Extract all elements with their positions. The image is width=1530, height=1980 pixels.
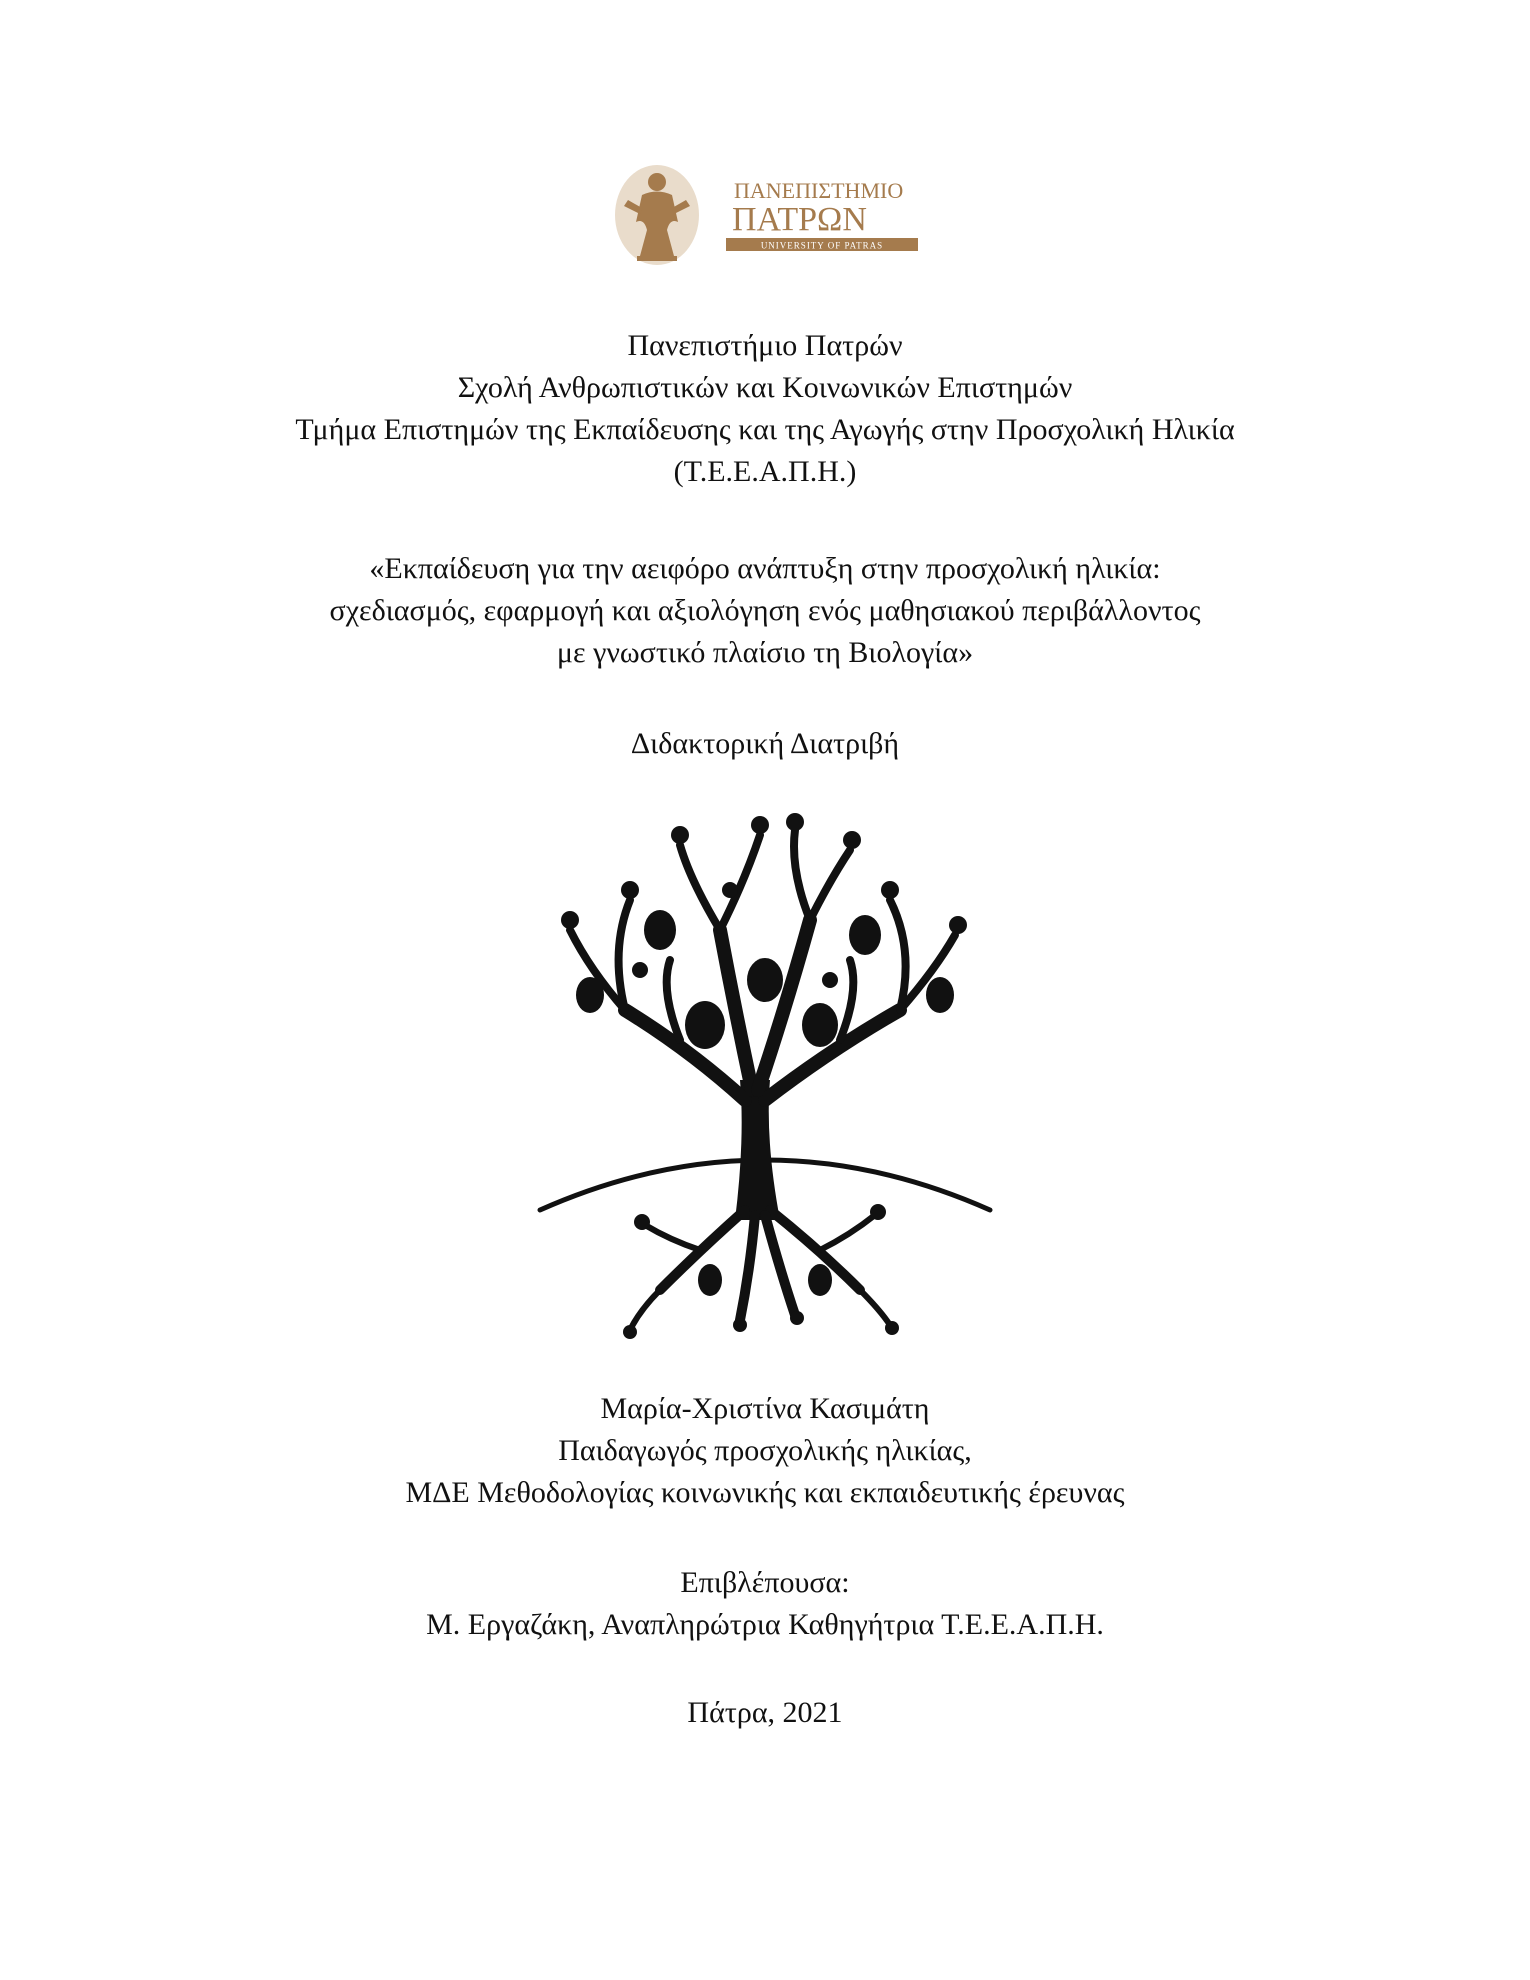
- tree-of-people-icon: [530, 810, 1000, 1340]
- thesis-title-line-1: «Εκπαίδευση για την αειφόρο ανάπτυξη στην προσχολική ηλικία:: [369, 552, 1161, 585]
- place-date: Πάτρα, 2021: [687, 1696, 843, 1729]
- supervisor-block: [0, 1562, 1530, 1646]
- thesis-type: Διδακτορική Διατριβή: [630, 727, 900, 760]
- author-degree: ΜΔΕ Μεθοδολογίας κοινωνικής και εκπαιδευτικής έρευνας: [405, 1476, 1125, 1509]
- supervisor-name: Μ. Εργαζάκη, Αναπληρώτρια Καθηγήτρια Τ.Ε.Ε.Α.Π.Η.: [426, 1608, 1104, 1641]
- department-abbreviation: (Τ.Ε.Ε.Α.Π.Η.): [673, 455, 857, 488]
- institution-block: [0, 325, 1530, 493]
- university-name: Πανεπιστήμιο Πατρών: [627, 329, 903, 362]
- place-date-block: [0, 1692, 1530, 1734]
- university-emblem-icon: [615, 165, 699, 265]
- author-role: Παιδαγωγός προσχολικής ηλικίας,: [558, 1434, 972, 1467]
- supervisor-label: Επιβλέπουσα:: [680, 1566, 850, 1599]
- thesis-title-line-3: με γνωστικό πλαίσιο τη Βιολογία»: [556, 636, 974, 669]
- school-name: Σχολή Ανθρωπιστικών και Κοινωνικών Επιστημών: [457, 371, 1073, 404]
- logo-line-3: UNIVERSITY OF PATRAS: [760, 240, 884, 251]
- department-name: Τμήμα Επιστημών της Εκπαίδευσης και της Αγωγής στην Προσχολική Ηλικία: [295, 413, 1235, 446]
- thesis-type-block: [0, 723, 1530, 765]
- thesis-title-line-2: σχεδιασμός, εφαρμογή και αξιολόγηση ενός μαθησιακού περιβάλλοντος: [329, 594, 1201, 627]
- logo-line-1: ΠΑΝΕΠΙΣΤΗΜΙΟ: [734, 178, 904, 203]
- thesis-title: [0, 548, 1530, 674]
- logo-line-2: ΠΑΤΡΩΝ: [732, 201, 867, 238]
- university-logo: [612, 160, 922, 270]
- author-block: [0, 1388, 1530, 1514]
- author-name: Μαρία-Χριστίνα Κασιμάτη: [600, 1392, 930, 1425]
